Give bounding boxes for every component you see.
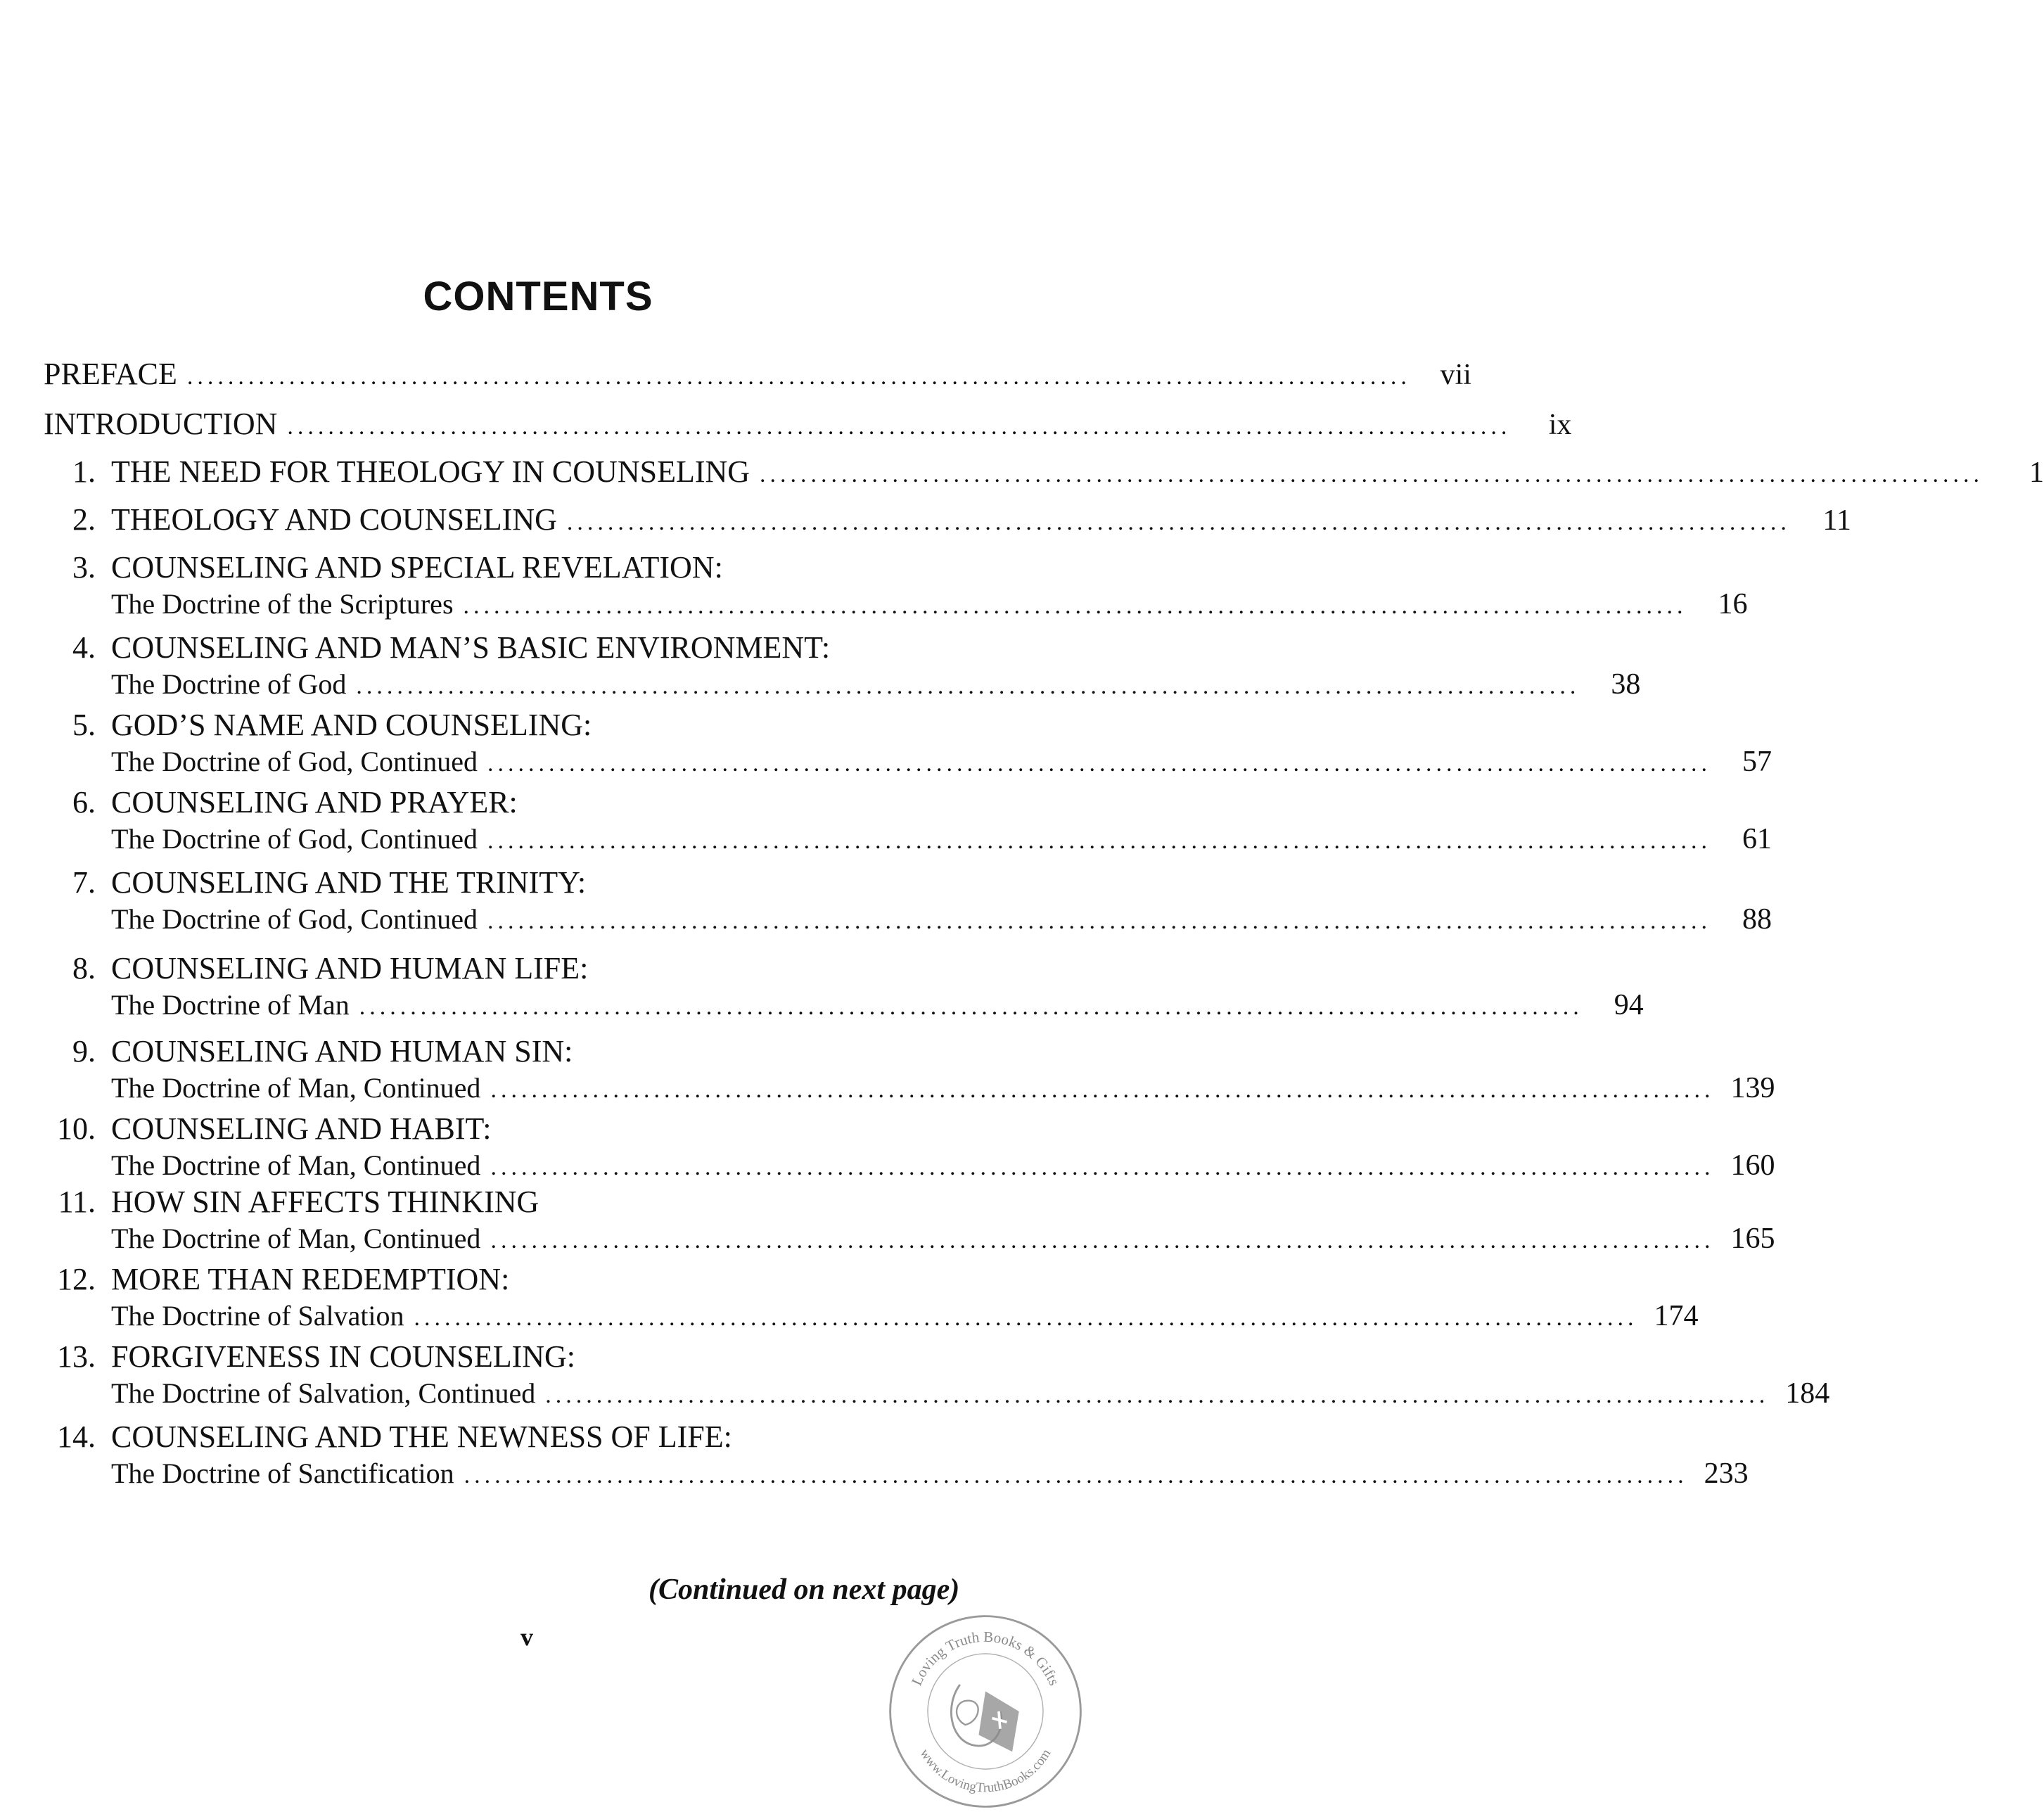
dot-leader: ........................................................................................................................ — [490, 1077, 1715, 1103]
chapter-page-number: vii — [1440, 359, 1471, 391]
chapter-page-number: 38 — [1611, 668, 1641, 701]
toc-entry — [44, 1339, 1830, 1414]
chapter-title: THEOLOGY AND COUNSELING — [111, 502, 557, 537]
toc-entry — [44, 630, 1641, 705]
toc-entry — [44, 1033, 1775, 1109]
dot-leader: ........................................................................................................................ — [487, 751, 1711, 777]
dot-leader: ........................................................................................................................ — [359, 994, 1583, 1020]
chapter-title: COUNSELING AND THE TRINITY: — [111, 865, 587, 900]
dot-leader: ........................................................................................................................ — [490, 1154, 1715, 1180]
chapter-number: 5. — [72, 708, 96, 742]
chapter-subtitle-line — [111, 1298, 1699, 1336]
chapter-page-number: 160 — [1730, 1149, 1775, 1182]
toc-entry — [44, 1184, 1775, 1259]
chapter-page-number: 139 — [1730, 1072, 1775, 1104]
chapter-number: 1. — [72, 454, 96, 489]
dot-leader: ........................................................................................................................ — [464, 1462, 1688, 1488]
chapter-title: COUNSELING AND SPECIAL REVELATION: — [111, 550, 723, 585]
chapter-subtitle-line — [111, 1070, 1775, 1109]
chapter-page-number: 57 — [1742, 746, 1772, 778]
chapter-title: INTRODUCTION — [44, 407, 278, 441]
ribbon-book-icon — [951, 1685, 1018, 1752]
dot-leader: ........................................................................................................................ — [545, 1382, 1770, 1408]
dot-leader: ........................................................................................................................ — [566, 509, 1791, 535]
toc-entry — [44, 549, 1748, 625]
toc-entry — [44, 1419, 1749, 1494]
chapter-subtitle: The Doctrine of Man, Continued — [111, 1149, 481, 1181]
chapter-subtitle-line — [111, 1147, 1775, 1186]
toc-entry — [44, 1111, 1775, 1186]
chapter-number: 3. — [72, 550, 96, 585]
chapter-subtitle: The Doctrine of Man, Continued — [111, 1072, 481, 1104]
chapter-page-number: 1 — [2029, 457, 2044, 489]
toc-entry — [44, 784, 1772, 860]
toc-entry — [44, 502, 1851, 541]
chapter-number: 11. — [58, 1185, 96, 1219]
toc-entry — [44, 707, 1772, 782]
dot-leader: ........................................................................................................................ — [463, 593, 1687, 619]
chapter-title: COUNSELING AND HABIT: — [111, 1111, 492, 1146]
toc-entry — [44, 864, 1772, 940]
chapter-title: PREFACE — [44, 357, 177, 391]
chapter-number: 7. — [72, 865, 96, 900]
chapter-subtitle-line — [111, 666, 1641, 705]
chapter-title: COUNSELING AND HUMAN SIN: — [111, 1034, 573, 1068]
chapter-page-number: 165 — [1730, 1223, 1775, 1255]
dot-leader: ........................................................................................................................ — [487, 908, 1711, 934]
continued-note: (Continued on next page) — [649, 1574, 960, 1606]
toc-entry — [44, 950, 1644, 1026]
chapter-subtitle: The Doctrine of God, Continued — [111, 903, 478, 935]
chapter-page-number: 184 — [1785, 1377, 1830, 1410]
chapter-title-line — [111, 502, 1851, 541]
toc-entry — [44, 406, 1572, 445]
chapter-subtitle: The Doctrine of Man — [111, 989, 350, 1021]
chapter-subtitle: The Doctrine of God — [111, 668, 347, 700]
chapter-title: THE NEED FOR THEOLOGY IN COUNSELING — [111, 454, 750, 489]
chapter-subtitle: The Doctrine of the Scriptures — [111, 588, 454, 620]
contents-heading: CONTENTS — [423, 274, 653, 319]
chapter-subtitle-line — [111, 1220, 1775, 1259]
chapter-number: 6. — [72, 785, 96, 819]
chapter-page-number: 88 — [1742, 903, 1772, 936]
stamp-upper-text: Loving Truth Books & Gifts — [907, 1628, 1063, 1688]
chapter-number: 2. — [72, 502, 96, 537]
chapter-number: 9. — [72, 1034, 96, 1068]
chapter-title: HOW SIN AFFECTS THINKING — [111, 1185, 539, 1219]
chapter-title: COUNSELING AND HUMAN LIFE: — [111, 951, 589, 985]
chapter-subtitle-line — [111, 1455, 1749, 1494]
chapter-subtitle-line — [111, 1375, 1830, 1414]
chapter-subtitle: The Doctrine of Man, Continued — [111, 1223, 481, 1254]
chapter-subtitle: The Doctrine of Salvation — [111, 1300, 404, 1332]
page-number: v — [520, 1623, 533, 1651]
chapter-title: FORGIVENESS IN COUNSELING: — [111, 1339, 576, 1374]
chapter-subtitle: The Doctrine of God, Continued — [111, 746, 478, 777]
chapter-page-number: 16 — [1718, 588, 1748, 620]
bookstore-stamp-logo — [885, 1611, 1086, 1812]
chapter-subtitle: The Doctrine of God, Continued — [111, 823, 478, 855]
dot-leader: ........................................................................................................................ — [356, 673, 1580, 699]
dot-leader: ........................................................................................................................ — [487, 828, 1711, 854]
dot-leader: ........................................................................................................................ — [760, 461, 1984, 487]
chapter-number: 4. — [72, 630, 96, 665]
chapter-subtitle: The Doctrine of Salvation, Continued — [111, 1377, 536, 1409]
dot-leader: ........................................................................................................................ — [287, 414, 1512, 440]
chapter-page-number: ix — [1548, 409, 1572, 441]
chapter-title-line — [44, 406, 1572, 445]
toc-entry — [44, 454, 2044, 493]
chapter-number: 13. — [57, 1339, 96, 1374]
chapter-subtitle-line — [111, 586, 1748, 625]
chapter-page-number: 94 — [1614, 989, 1644, 1021]
dot-leader: ........................................................................................................................ — [414, 1305, 1638, 1331]
chapter-title-line — [111, 454, 2044, 493]
chapter-subtitle-line — [111, 821, 1772, 860]
dot-leader: ........................................................................................................................ — [186, 364, 1411, 390]
chapter-number: 8. — [72, 951, 96, 985]
chapter-page-number: 11 — [1822, 504, 1851, 537]
chapter-subtitle-line — [111, 901, 1772, 940]
chapter-title: GOD’S NAME AND COUNSELING: — [111, 708, 592, 742]
dot-leader: ........................................................................................................................ — [490, 1227, 1715, 1253]
chapter-page-number: 233 — [1704, 1457, 1749, 1490]
chapter-title-line — [44, 356, 1471, 395]
toc-entry — [44, 356, 1471, 395]
chapter-subtitle-line — [111, 744, 1772, 782]
chapter-title: COUNSELING AND PRAYER: — [111, 785, 518, 819]
chapter-title: COUNSELING AND THE NEWNESS OF LIFE: — [111, 1419, 732, 1454]
chapter-title: COUNSELING AND MAN’S BASIC ENVIRONMENT: — [111, 630, 831, 665]
chapter-page-number: 61 — [1742, 823, 1772, 855]
chapter-subtitle: The Doctrine of Sanctification — [111, 1457, 454, 1489]
chapter-number: 12. — [57, 1262, 96, 1296]
chapter-page-number: 174 — [1654, 1300, 1699, 1332]
chapter-subtitle-line — [111, 987, 1644, 1026]
toc-entry — [44, 1261, 1699, 1336]
stamp-lower-text: www.LovingTruthBooks.com — [916, 1746, 1054, 1796]
chapter-number: 14. — [57, 1419, 96, 1454]
chapter-number: 10. — [57, 1111, 96, 1146]
chapter-title: MORE THAN REDEMPTION: — [111, 1262, 510, 1296]
